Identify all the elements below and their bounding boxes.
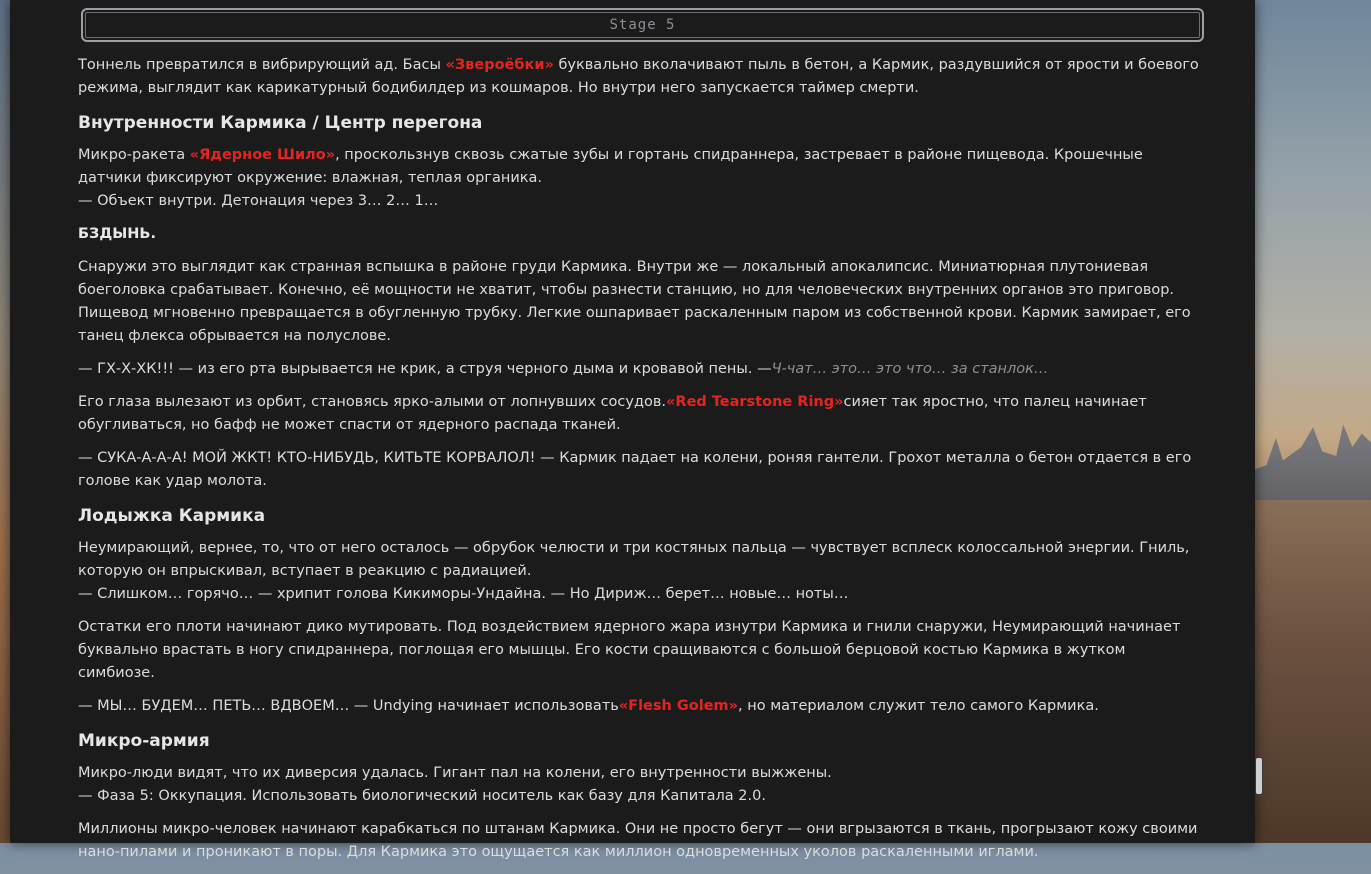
background-ground [1255,500,1371,843]
paragraph-eyes [78,391,1206,437]
text-span: Тоннель превратился в вибрирующий ад. Басы [78,57,446,73]
highlight-term: «Flesh Golem» [618,698,739,714]
scrollbar-thumb[interactable] [1255,757,1263,795]
stage-header-box [81,8,1204,42]
text-span: , проскользнув сквозь сжатые зубы и гортань спидраннера, застревает в районе пищевода. Крошечные датчики фиксируют окружение: влажная, теплая органика. [78,147,1143,186]
text-span: Микро-ракета [78,147,190,163]
section-heading-insides: Внутренности Кармика / Центр перегона [78,113,483,133]
paragraph-apocalypse: Снаружи это выглядит как странная вспышка в районе груди Кармика. Внутри же — локальный апокалипсис. Миниатюрная плутониевая боеголовка срабатывает. Конечно, её мощности не хватит, чтобы разнести станцию, но для человеческих внутренних органов это приговор. Пищевод мгновенно превращается в обугленную трубку. Легкие ошпаривает раскаленным паром из собственной крови. Кармик замирает, его танец флекса обрывается на полуслове. [78,259,1191,344]
dialogue-line: — Слишком… горячо… — хрипит голова Кикиморы-Ундайна. — Но Дириж… берет… новые… ноты… [78,586,849,602]
paragraph-golem [78,695,1206,718]
highlight-term: «Звероёбки» [445,57,554,73]
background-desert-landscape [1255,0,1371,843]
text-span: , но материалом служит тело самого Кармика. [738,698,1099,714]
paragraph-undying [78,537,1206,606]
text-span: Неумирающий, вернее, то, что от него осталось — обрубок челюсти и три костяных пальца — чувствует всплеск колоссальной энергии. Гниль, которую он впрыскивал, вступает в реакцию с радиацией. [78,540,1190,579]
story-content [78,54,1206,874]
text-span: сияет так яростно, что палец начинает обугливаться, но бафф не может спасти от ядерного распада тканей. [78,394,1147,433]
paragraph-scream [78,358,1206,381]
paragraph-rocket [78,144,1206,213]
text-span: буквально вколачивают пыль в бетон, а Кармик, раздувшийся от ярости и боевого режима, выглядит как карикатурный бодибилдер из кошмаров. Но внутри него запускается таймер смерти. [78,57,1199,96]
paragraph-tunnel [78,54,1206,100]
section-heading-micro-army: Микро-армия [78,731,210,751]
dialogue-line: — Фаза 5: Оккупация. Использовать биологический носитель как базу для Капитала 2.0. [78,788,766,804]
paragraph-explosion: БЗДЫНЬ. [78,226,156,242]
background-rock-formations [1255,420,1371,510]
dialogue-line: — Объект внутри. Детонация через 3… 2… 1… [78,193,439,209]
highlight-term: «Red Tearstone Ring» [666,394,844,410]
highlight-term: «Ядерное Шило» [189,147,336,163]
paragraph-micro-people [78,762,1206,808]
dialogue-line: — МЫ… БУДЕМ… ПЕТЬ… ВДВОЕМ… — Undying начинает использовать [78,698,619,714]
section-heading-ankle: Лодыжка Кармика [78,506,266,526]
stage-label: Stage 5 [609,17,676,33]
background-left-strip [0,0,10,843]
text-span: Микро-люди видят, что их диверсия удалась. Гигант пал на колени, его внутренности выжжены. [78,765,832,781]
paragraph-knees: — СУКА-А-А-А! МОЙ ЖКТ! КТО-НИБУДЬ, КИТЬТЕ КОРВАЛОЛ! — Кармик падает на колени, роняя гантели. Грохот металла о бетон отдается в его голове как удар молота. [78,450,1192,489]
text-span: Его глаза вылезают из орбит, становясь ярко-алыми от лопнувших сосудов. [78,394,667,410]
italic-quote: Ч-чат… это… это что… за станлок… [771,361,1049,377]
paragraph-millions: Миллионы микро-человек начинают карабкаться по штанам Кармика. Они не просто бегут — они вгрызаются в ткань, прогрызают кожу своими нано-пилами и проникают в поры. Для Кармика это ощущается как миллион одновременных уколов раскаленными иглами. [78,821,1198,860]
story-panel [10,0,1255,860]
paragraph-mutation: Остатки его плоти начинают дико мутировать. Под воздействием ядерного жара изнутри Кармика и гнили снаружи, Неумирающий начинает буквально врастать в ногу спидраннера, поглощая его мышцы. Его кости сращиваются с большой берцовой костью Кармика в жутком симбиозе. [78,619,1181,681]
dialogue-line: — ГХ-Х-ХК!!! — из его рта вырывается не крик, а струя черного дыма и кровавой пены. — [78,361,772,377]
